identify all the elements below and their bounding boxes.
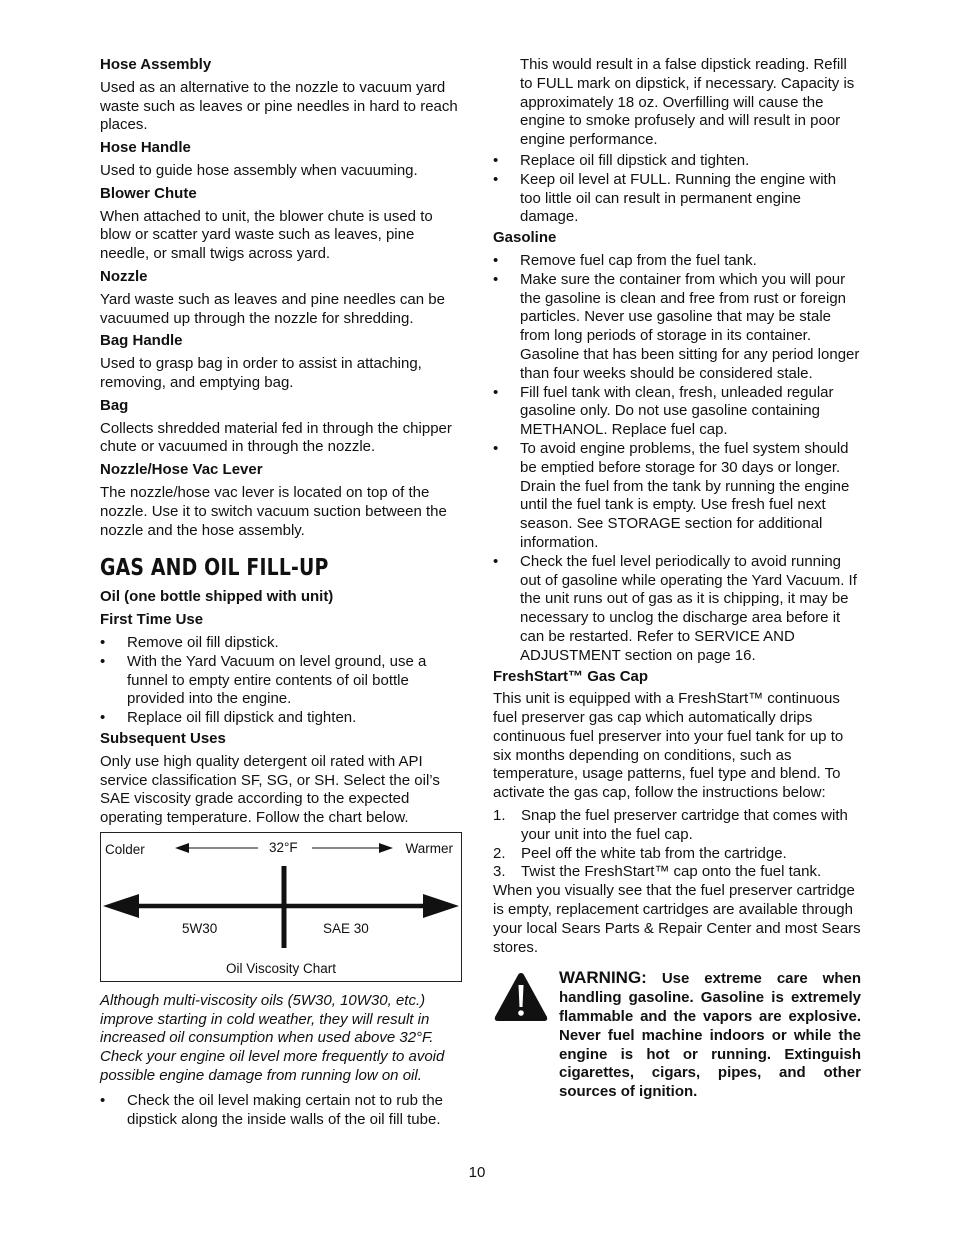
after-steps-text: When you visually see that the fuel preserver cartridge is empty, replacement cartridges are available through your local Sears Parts & Repair Center and most Sears stores. xyxy=(493,882,861,956)
list-item: • Make sure the container from which you will pour the gasoline is clean and free from rust or foreign particles. Never use gasoline that may be stale from long periods of storage in its container. Gasoline that has been sitting for any period longer than four weeks should be considered stale. xyxy=(493,271,861,384)
right-column xyxy=(493,56,861,1102)
subsequent-heading: Subsequent Uses xyxy=(100,729,226,747)
list-item: • Replace oil fill dipstick and tighten. xyxy=(493,152,861,171)
chart-main-arrowhead-right xyxy=(423,894,459,918)
warning-block xyxy=(493,969,861,1102)
list-item: • Keep oil level at FULL. Running the engine with too little oil can result in permanent engine damage. xyxy=(493,171,861,227)
gasoline-heading: Gasoline xyxy=(493,229,557,247)
continued-text: This would result in a false dipstick reading. Refill to FULL mark on dipstick, if necessary. Capacity is approximately 18 oz. Overfilling will cause the engine to smoke profusely and will result in poor engine performance. xyxy=(520,56,855,149)
bag-heading: Bag xyxy=(100,396,129,414)
page-number: 10 xyxy=(468,1164,486,1181)
list-item: • Remove fuel cap from the fuel tank. xyxy=(493,252,861,271)
list-item: • Remove oil fill dipstick. xyxy=(100,634,462,653)
list-item: • Check the fuel level periodically to avoid running out of gasoline while operating the Yard Vacuum. If the unit runs out of gas as it is chipping, it may be necessary to unclog the discharge area before it can be restarted. Refer to SERVICE AND ADJUSTMENT section on page 16. xyxy=(493,553,861,666)
list-item: • With the Yard Vacuum on level ground, use a funnel to empty entire contents of oil bottle provided into the engine. xyxy=(100,653,462,709)
nozzle-text: Yard waste such as leaves and pine needles can be vacuumed up through the nozzle for shredding. xyxy=(100,290,445,327)
chart-warmer-label: Warmer xyxy=(405,840,453,856)
bag-handle-heading: Bag Handle xyxy=(100,332,183,350)
oil-list xyxy=(493,152,861,227)
subsequent-text: Only use high quality detergent oil rated with API service classification SF, SG, or SH. Select the oil’s SAE viscosity grade according to the expected operating temperature. Follow the chart below. xyxy=(100,752,440,827)
warning-label: WARNING: xyxy=(559,968,647,988)
hose-assembly-heading: Hose Assembly xyxy=(100,56,212,73)
chart-colder-label: Colder xyxy=(105,841,145,857)
step-text: Peel off the white tab from the cartridge. xyxy=(521,844,787,862)
warning-icon xyxy=(493,971,549,1023)
list-item: • Check the oil level making certain not to rub the dipstick along the inside walls of the oil fill tube. xyxy=(100,1092,462,1130)
bag-text: Collects shredded material fed in through the chipper chute or vacuumed in through the nozzle. xyxy=(100,419,452,456)
blower-chute-text: When attached to unit, the blower chute is used to blow or scatter yard waste such as leaves, pine needle, or small twigs across yard. xyxy=(100,207,433,263)
list-item: • To avoid engine problems, the fuel system should be emptied before storage for 30 days or longer. Drain the fuel from the tank by running the engine until the fuel tank is empty. Use fresh fuel next season. See STORAGE section for additional information. xyxy=(493,440,861,553)
lever-heading: Nozzle/Hose Vac Lever xyxy=(100,461,263,479)
chart-high-grade-label: SAE 30 xyxy=(323,920,369,936)
step-text: Twist the FreshStart™ cap onto the fuel tank. xyxy=(521,863,822,881)
lever-text: The nozzle/hose vac lever is located on top of the nozzle. Use it to switch vacuum suction between the nozzle and the hose assembly. xyxy=(100,483,447,539)
chart-top-arrowhead-right xyxy=(379,843,393,853)
left-column xyxy=(100,56,462,1131)
step-number: 2. xyxy=(493,844,506,862)
list-item: • Replace oil fill dipstick and tighten. xyxy=(100,709,462,728)
freshstart-text: This unit is equipped with a FreshStart™ continuous fuel preserver gas cap which automatically drips continuous fuel preserver into your fuel tank for up to six months depending on conditions, such as temperature, usage patterns, fuel type and blend. To activate the gas cap, follow the instructions below: xyxy=(493,690,844,802)
list-item xyxy=(493,863,861,882)
first-time-heading: First Time Use xyxy=(100,611,204,629)
nozzle-heading: Nozzle xyxy=(100,267,148,285)
blower-chute-heading: Blower Chute xyxy=(100,184,197,202)
steps-list xyxy=(493,807,861,882)
chart-top-arrowhead-left xyxy=(175,843,189,853)
chart-caption: Oil Viscosity Chart xyxy=(225,960,337,976)
step-number: 1. xyxy=(493,807,506,825)
list-item: • Fill fuel tank with clean, fresh, unleaded regular gasoline only. Do not use gasoline containing METHANOL. Replace fuel cap. xyxy=(493,384,861,440)
chart-main-arrowhead-left xyxy=(103,894,139,918)
hose-handle-text: Used to guide hose assembly when vacuuming. xyxy=(100,161,418,179)
oil-heading: Oil (one bottle shipped with unit) xyxy=(100,588,334,606)
italic-note: Although multi-viscosity oils (5W30, 10W30, etc.) improve starting in cold weather, they will result in increased oil consumption when used above 32°F. Check your engine oil level more frequently to avoid possible engine damage from running low on oil. xyxy=(100,991,445,1085)
list-item xyxy=(493,845,861,864)
warning-text: Use extreme care when handling gasoline. Gasoline is extremely flammable and the vapors are explosive. Never fuel machine indoors or while the engine is hot or running. Extinguish cigarettes, cigars, pipes, and other sources of ignition. xyxy=(559,970,861,1101)
oil-viscosity-chart xyxy=(100,832,462,982)
bag-handle-text: Used to grasp bag in order to assist in attaching, removing, and emptying bag. xyxy=(100,355,422,391)
hose-handle-heading: Hose Handle xyxy=(100,139,191,157)
gasoline-list xyxy=(493,252,861,666)
step-text: Snap the fuel preserver cartridge that comes with your unit into the fuel cap. xyxy=(521,807,848,843)
list-item xyxy=(493,807,861,845)
warning-text-block xyxy=(559,969,861,1102)
first-time-list xyxy=(100,634,462,728)
section-title: GAS AND OIL FILL-UP xyxy=(100,555,329,582)
chart-temp-label: 32°F xyxy=(269,839,298,855)
chart-arrows xyxy=(101,833,461,981)
step-number: 3. xyxy=(493,863,506,881)
freshstart-heading: FreshStart™ Gas Cap xyxy=(493,667,649,685)
chart-low-grade-label: 5W30 xyxy=(182,920,218,936)
check-list xyxy=(100,1092,462,1130)
hose-assembly-text: Used as an alternative to the nozzle to vacuum yard waste such as leaves or pine needles in hard to reach places. xyxy=(100,78,458,134)
